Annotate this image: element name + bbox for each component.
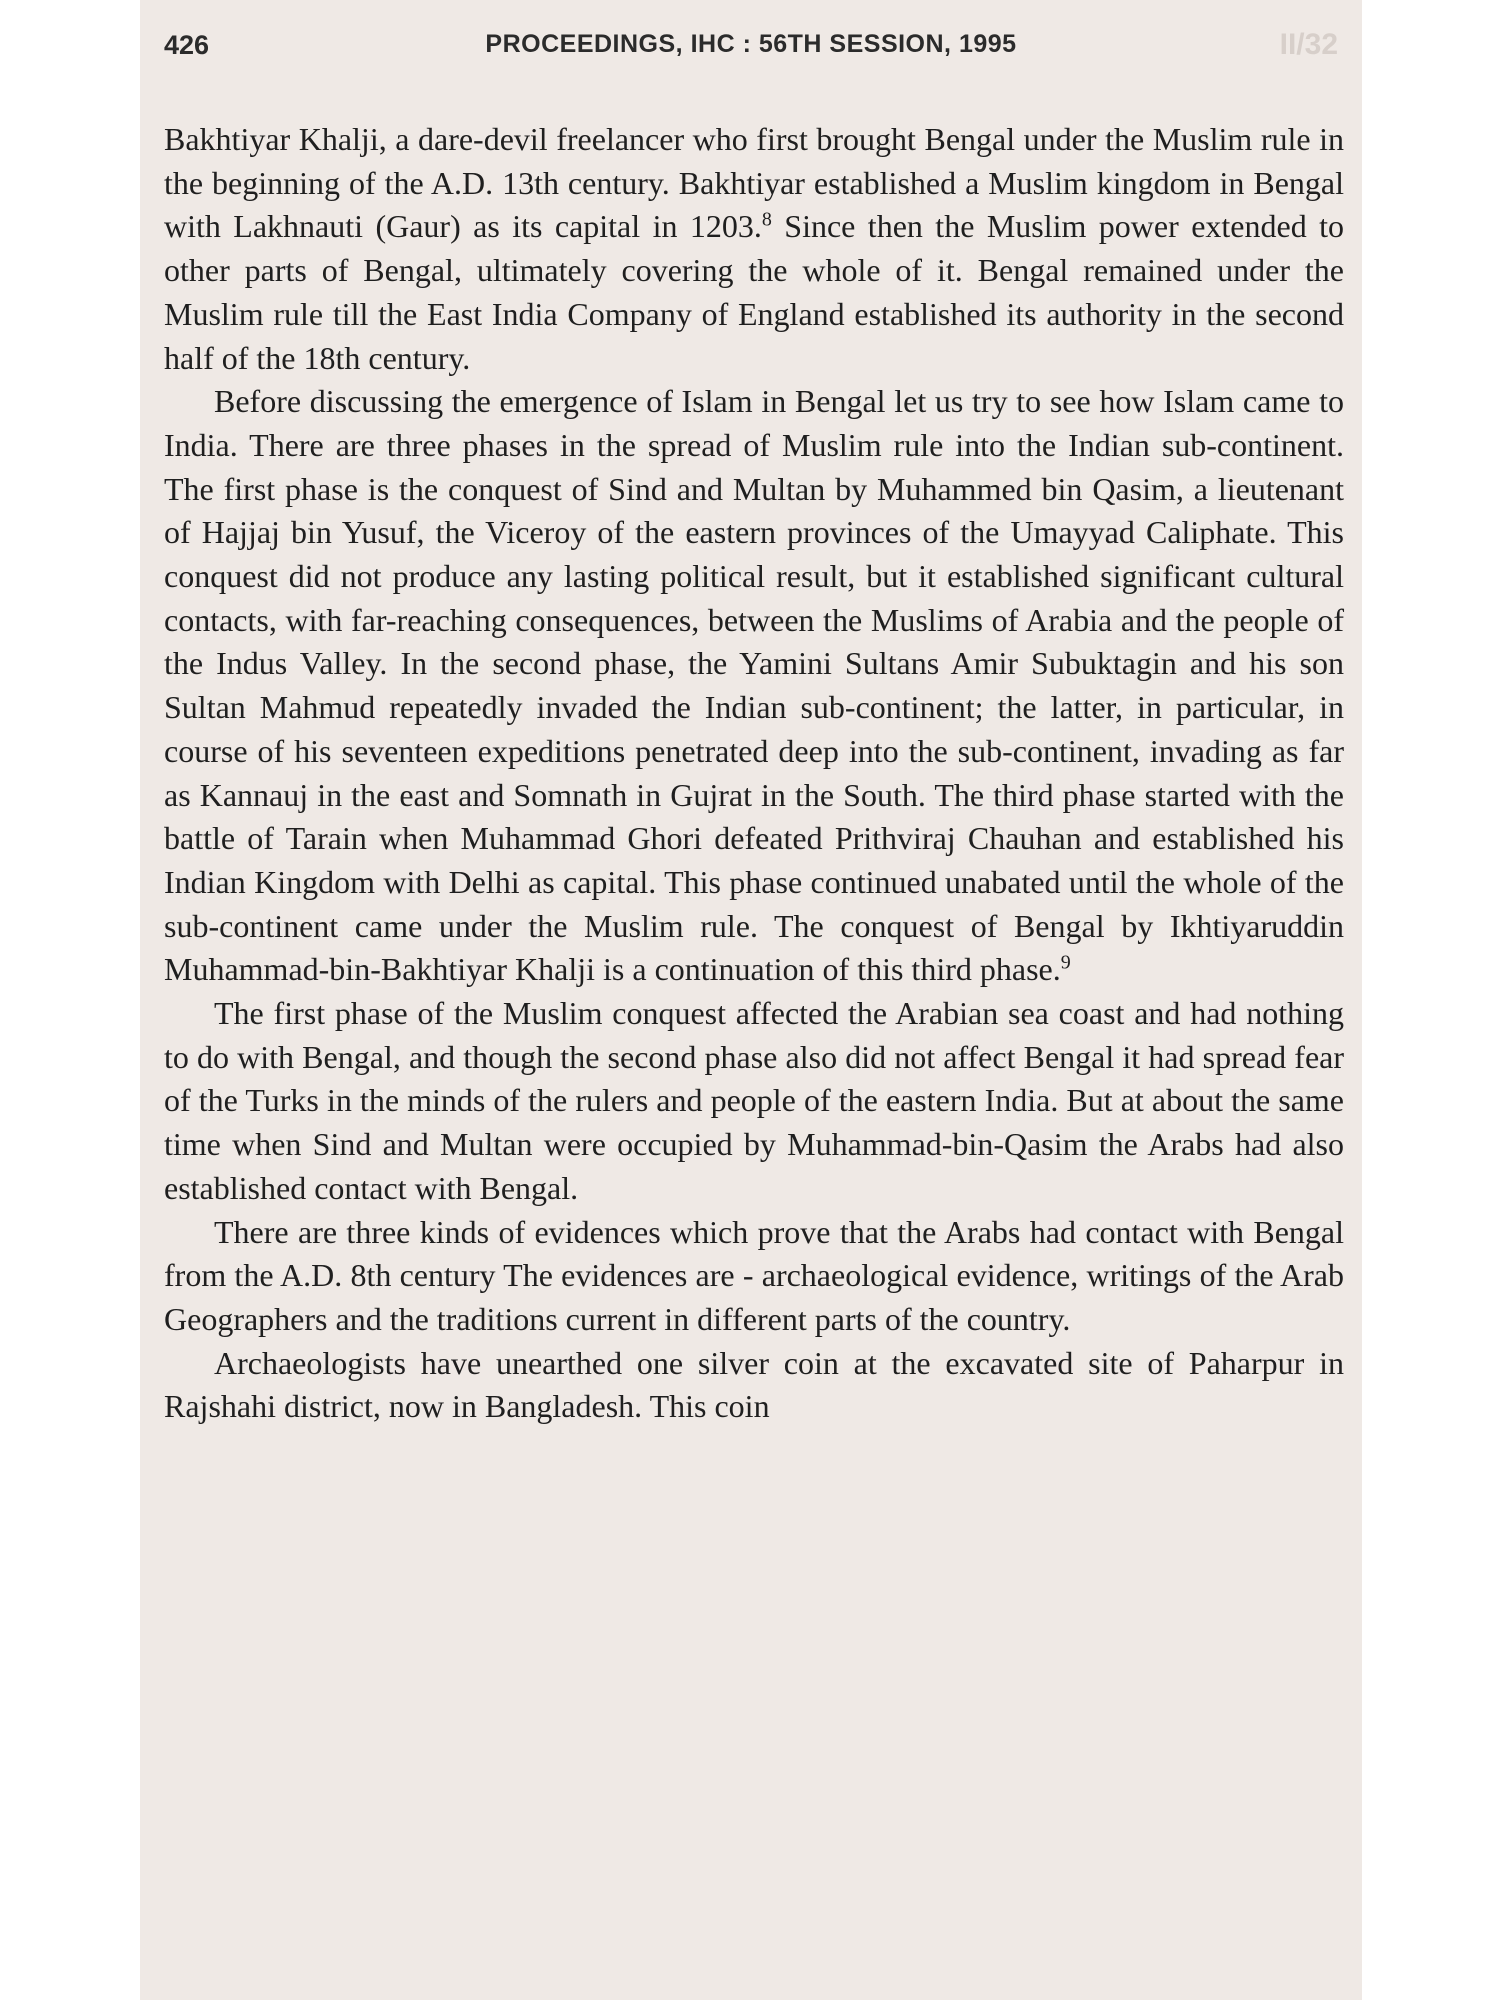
paragraph-1: Bakhtiyar Khalji, a dare-devil freelancer who first brought Bengal under the Muslim rule in the beginning of the A.D. 13th century. Bakhtiyar established a Muslim kingdom in Bengal with Lakhnauti (Gaur) as its capital in 1203.$^8$ Since then the Muslim power extended to other parts of Bengal, ultimately covering the whole of it. Bengal remained under the Muslim rule till the East India Company of England established its authority in the second half of the 18th century. <box>164 121 1344 376</box>
body-text <box>164 118 1344 1429</box>
paragraph-5: Archaeologists have unearthed one silver coin at the excavated site of Paharpur in Rajshahi district, now in Bangladesh. This coin <box>164 1344 1344 1425</box>
footnote-ref-8: 8 <box>761 208 772 231</box>
paragraph-3: The first phase of the Muslim conquest affected the Arabian sea coast and had nothing to do with Bengal, and though the second phase also did not affect Bengal it had spread fear of the Turks in the minds of the rulers and people of the eastern India. But at about the same time when Sind and Multan were occupied by Muhammad-bin-Qasim the Arabs had also established contact with Bengal. <box>164 995 1344 1206</box>
paragraph-2: Before discussing the emergence of Islam in Bengal let us try to see how Islam came to India. There are three phases in the spread of Muslim rule into the Indian sub-continent. The first phase is the conquest of Sind and Multan by Muhammed bin Qasim, a lieutenant of Hajjaj bin Yusuf, the Viceroy of the eastern provinces of the Umayyad Caliphate. This conquest did not produce any lasting political result, but it established significant cultural contacts, with far-reaching consequences, between the Muslims of Arabia and the people of the Indus Valley. In the second phase, the Yamini Sultans Amir Subuktagin and his son Sultan Mahmud repeatedly invaded the Indian sub-continent; the latter, in particular, in course of his seventeen expeditions penetrated deep into the sub-continent, invading as far as Kannauj in the east and Somnath in Gujrat in the South. The third phase started with the battle of Tarain when Muhammad Ghori defeated Prithviraj Chauhan and established his Indian Kingdom with Delhi as capital. This phase continued unabated until the whole of the sub-continent came under the Muslim rule. The conquest of Bengal by Ikhtiyaruddin Muhammad-bin-Bakhtiyar Khalji is a continuation of this third phase.$^9$ <box>164 383 1344 988</box>
running-title: PROCEEDINGS, IHC : 56TH SESSION, 1995 <box>485 30 1017 58</box>
paragraph-4: There are three kinds of evidences which prove that the Arabs had contact with Bengal from the A.D. 8th century The evidences are - archaeological evidence, writings of the Arab Geographers and the traditions current in different parts of the country. <box>164 1213 1344 1337</box>
page-number: 426 <box>164 30 210 60</box>
bleed-through-mark: II/32 <box>1279 28 1338 61</box>
book-page <box>140 0 1362 2000</box>
page-header <box>164 30 1338 70</box>
footnote-ref-9: 9 <box>1060 951 1071 974</box>
